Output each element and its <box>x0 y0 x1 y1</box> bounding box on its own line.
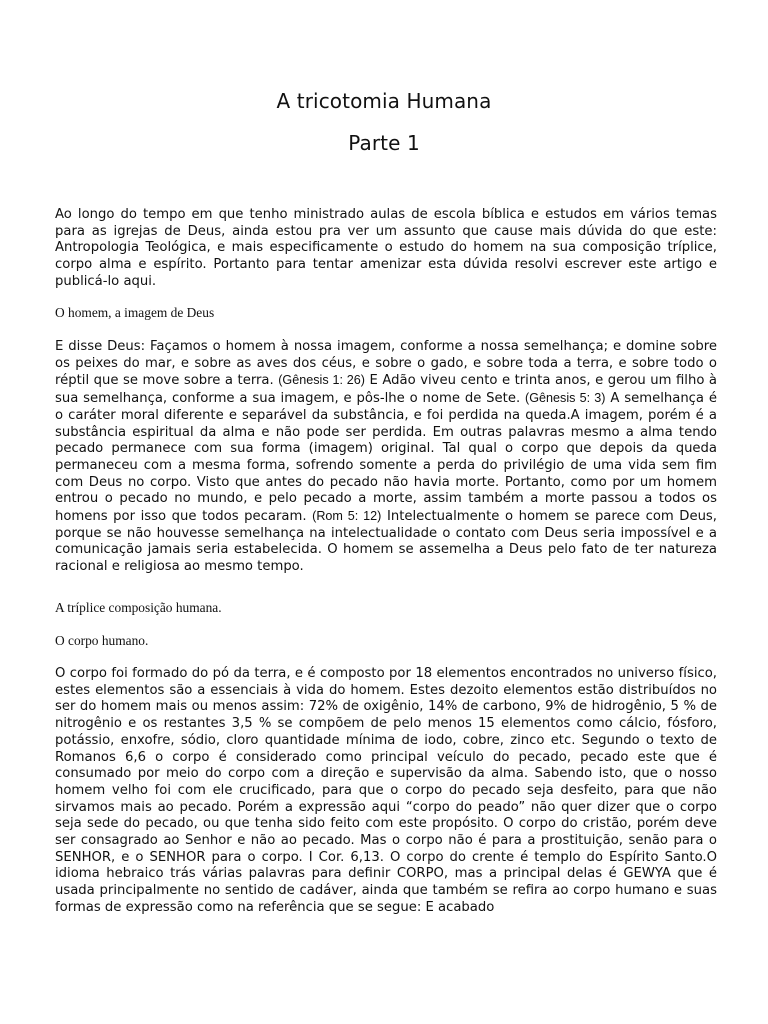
image-text-1: E disse Deus: Façamos o homem à nossa imagem, conforme a nossa semelhança; e domine sobre os peixes do mar, e sobre as aves dos céus, e sobre o gado, e sobre toda a terra, e sobre todo o réptil que se move sobre a terra. <box>55 339 717 389</box>
image-text-4: Intelectualmente o homem se parece com Deus, porque se não houvesse semelhança na intelectualidade o contato com Deus seria impossível e a comunicação jamais seria estabelecida. O homem se assemelha a Deus pelo fato de ter natureza racional e religiosa ao mesmo tempo. <box>55 509 717 575</box>
section-heading-image: O homem, a imagem de Deus <box>55 305 215 320</box>
image-text-3: A semelhança é o caráter moral diferente e separável da substância, e foi perdida na queda.A imagem, porém é a substância espiritual da alma e não pode ser perdida. Em outras palavras mesmo a alma tendo pecado permanece com sua forma (imagem) original. Tal qual o corpo que depois da queda permaneceu com a mesma forma, sofrendo somente a perda do privilégio de uma vida sem fim com Deus no corpo. Visto que antes do pecado não havia morte. Portanto, como por um homem entrou o pecado no mundo, e pelo pecado a morte, assim também a morte passou a todos os homens por isso que todos pecaram. <box>55 391 718 525</box>
section-heading-body: O corpo humano. <box>55 633 149 648</box>
document-subtitle: Parte 1 <box>348 131 420 155</box>
bible-reference: (Gênesis 1: 26) <box>278 373 365 388</box>
bible-reference: (Gênesis 5: 3) <box>525 391 606 406</box>
section-heading-composition: A tríplice composição humana. <box>55 600 222 615</box>
document-title: A tricotomia Humana <box>276 89 492 113</box>
intro-paragraph: Ao longo do tempo em que tenho ministrado aulas de escola bíblica e estudos em vários temas para as igrejas de Deus, ainda estou pra ver um assunto que cause mais dúvida do que este: Antropologia Teológica, e mais especificamente o estudo do homem na sua composição tríplice, corpo alma e espírito. Portanto para tentar amenizar esta dúvida resolvi escrever este artigo e publicá-lo aqui. <box>55 207 717 289</box>
body-paragraph: O corpo foi formado do pó da terra, e é composto por 18 elementos encontrados no universo físico, estes elementos são a essenciais à vida do homem. Estes dezoito elementos estão distribuídos no ser do homem mais ou menos assim: 72% de oxigênio, 14% de carbono, 9% de hidrogênio, 5 % de nitrogênio e os restantes 3,5 % se compõem de pelo menos 15 elementos como cálcio, fósforo, potássio, enxofre, sódio, cloro quantidade mínima de iodo, cobre, zinco etc. Segundo o texto de Romanos 6,6 o corpo é considerado como principal veículo do pecado, pecado este que é consumado por meio do corpo com a direção e supervisão da alma. Sabendo isto, que o nosso homem velho foi com ele crucificado, para que o corpo do pecado seja desfeito, para que não sirvamos mais ao pecado. Porém a expressão aqui “corpo do peado” não quer dizer que o corpo seja sede do pecado, ou que tenha sido feito com este propósito. O corpo do cristão, porém deve ser consagrado ao Senhor e não ao pecado. Mas o corpo não é para a prostituição, senão para o SENHOR, e o SENHOR para o corpo. I Cor. 6,13. O corpo do crente é templo do Espírito Santo.O idioma hebraico trás várias palavras para definir CORPO, mas a principal delas é GEWYA que é usada principalmente no sentido de cadáver, ainda que também se refira ao corpo humano e suas formas de expressão como na referência que se segue: E acabado <box>55 666 717 915</box>
image-paragraph <box>55 339 717 576</box>
bible-reference: (Rom 5: 12) <box>312 509 382 524</box>
image-text-2: E Adão viveu cento e trinta anos, e gerou um filho à sua semelhança, conforme a sua imagem, e pôs-lhe o nome de Sete. <box>55 373 717 407</box>
